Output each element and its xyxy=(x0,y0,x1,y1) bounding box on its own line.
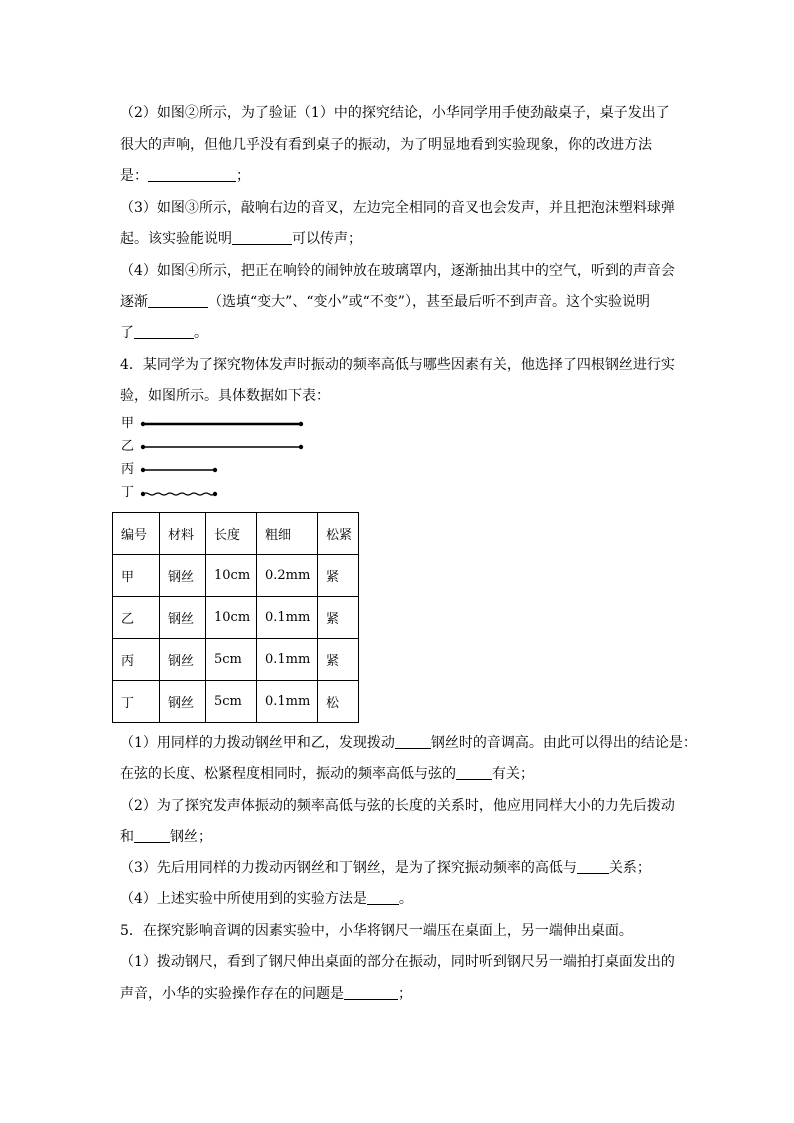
wire-label-ding: 丁 xyxy=(121,485,135,500)
text: 是： xyxy=(120,168,148,184)
q5-sub1-line2 xyxy=(120,984,412,1004)
wire-jia xyxy=(141,422,303,426)
table-row xyxy=(113,555,359,597)
table-row xyxy=(113,639,359,681)
wire-label-jia: 甲 xyxy=(121,416,135,431)
table-cell: 钢丝 xyxy=(160,681,206,723)
table-cell: 钢丝 xyxy=(160,555,206,597)
answer-blank[interactable] xyxy=(134,828,170,843)
table-header-cell: 材料 xyxy=(160,513,206,555)
table-header-cell: 编号 xyxy=(113,513,160,555)
q4-intro-line2: 验，如图所示。具体数据如下表： xyxy=(120,388,330,404)
table-cell: 0.1mm xyxy=(257,597,318,639)
table-cell: 丁 xyxy=(113,681,160,723)
q4-intro-line1: 4．某同学为了探究物体发声时振动的频率高低与哪些因素有关，他选择了四根钢丝进行实 xyxy=(120,357,675,373)
text: 逐渐 xyxy=(120,294,148,310)
table-cell: 丙 xyxy=(113,639,160,681)
table-cell: 钢丝 xyxy=(160,639,206,681)
table-cell: 5cm xyxy=(206,681,257,723)
table-cell: 10cm xyxy=(206,597,257,639)
wire-data-table xyxy=(112,512,359,723)
table-cell: 0.1mm xyxy=(257,681,318,723)
table-cell: 乙 xyxy=(113,597,160,639)
q3-part4-line3 xyxy=(120,323,208,343)
table-cell: 钢丝 xyxy=(160,597,206,639)
q3-part2-line3 xyxy=(120,166,250,186)
text: 在弦的长度、松紧程度相同时，振动的频率高低与弦的 xyxy=(120,766,456,782)
q4-sub4-line xyxy=(120,889,413,909)
table-header-cell: 粗细 xyxy=(257,513,318,555)
wire-diagram xyxy=(135,412,315,504)
table-cell: 0.1mm xyxy=(257,639,318,681)
wire-bing xyxy=(141,468,217,472)
text: 。 xyxy=(398,891,413,907)
answer-blank[interactable] xyxy=(134,324,194,339)
table-cell: 甲 xyxy=(113,555,160,597)
q4-sub1-line2 xyxy=(120,764,534,784)
text: ； xyxy=(236,168,250,184)
q3-part4-line1: （4）如图④所示，把正在响铃的闹钟放在玻璃罩内，逐渐抽出其中的空气，听到的声音会 xyxy=(120,263,675,279)
answer-blank[interactable] xyxy=(232,230,292,245)
wire-yi xyxy=(141,445,303,449)
text: 可以传声； xyxy=(292,231,362,247)
q4-sub2-line2 xyxy=(120,827,212,847)
q3-part3-line1: （3）如图③所示，敲响右边的音叉，左边完全相同的音叉也会发声，并且把泡沫塑料球弹 xyxy=(120,200,675,216)
table-header-cell: 长度 xyxy=(206,513,257,555)
answer-blank[interactable] xyxy=(456,765,492,780)
text: 和 xyxy=(120,829,134,845)
table-header-row xyxy=(113,513,359,555)
answer-blank[interactable] xyxy=(577,859,609,874)
q3-part2-line1: （2）如图②所示，为了验证（1）中的探究结论，小华同学用手使劲敲桌子，桌子发出了 xyxy=(120,105,670,121)
q3-part3-line2 xyxy=(120,229,362,249)
table-cell: 10cm xyxy=(206,555,257,597)
text: 起。该实验能说明 xyxy=(120,231,232,247)
q4-sub1-line1 xyxy=(120,733,697,753)
q3-part4-line2 xyxy=(120,292,650,312)
text: 钢丝时的音调高。由此可以得出的结论是： xyxy=(430,735,697,751)
wire-label-bing: 丙 xyxy=(121,462,135,477)
q5-sub1-line1: （1）拨动钢尺，看到了钢尺伸出桌面的部分在振动，同时听到钢尺另一端拍打桌面发出的 xyxy=(120,954,675,970)
text: 有关； xyxy=(492,766,534,782)
q3-part2-line2: 很大的声响，但他几乎没有看到桌子的振动，为了明显地看到实验现象，你的改进方法 xyxy=(120,137,652,153)
text: （选填“变大”、“变小”或“不变”），甚至最后听不到声音。这个实验说明 xyxy=(208,294,650,310)
text: （1）用同样的力拨动钢丝甲和乙，发现拨动 xyxy=(120,735,395,751)
wire-ding xyxy=(141,492,217,496)
table-cell: 0.2mm xyxy=(257,555,318,597)
text: 了 xyxy=(120,325,134,341)
table-row xyxy=(113,597,359,639)
table-cell: 5cm xyxy=(206,639,257,681)
text: 关系； xyxy=(608,860,651,876)
text: （3）先后用同样的力拨动丙钢丝和丁钢丝，是为了探究振动频率的高低与 xyxy=(120,860,577,876)
q4-sub3-line xyxy=(120,858,651,878)
table-header-cell: 松紧 xyxy=(318,513,359,555)
q5-intro-line: 5．在探究影响音调的因素实验中，小华将钢尺一端压在桌面上，另一端伸出桌面。 xyxy=(120,923,633,939)
answer-blank[interactable] xyxy=(367,890,399,905)
table-cell: 紧 xyxy=(318,597,359,639)
answer-blank[interactable] xyxy=(148,167,236,182)
table-cell: 紧 xyxy=(318,639,359,681)
wire-label-yi: 乙 xyxy=(121,439,135,454)
answer-blank[interactable] xyxy=(395,734,431,749)
table-cell: 松 xyxy=(318,681,359,723)
answer-blank[interactable] xyxy=(148,293,208,308)
text: 。 xyxy=(194,325,208,341)
q4-sub2-line1: （2）为了探究发声体振动的频率高低与弦的长度的关系时，他应用同样大小的力先后拨动 xyxy=(120,798,675,814)
text: ； xyxy=(398,986,412,1002)
text: 声音，小华的实验操作存在的问题是 xyxy=(120,986,344,1002)
text: （4）上述实验中所使用到的实验方法是 xyxy=(120,891,367,907)
text: 钢丝； xyxy=(170,829,212,845)
answer-blank[interactable] xyxy=(344,985,398,1000)
table-cell: 紧 xyxy=(318,555,359,597)
table-row xyxy=(113,681,359,723)
